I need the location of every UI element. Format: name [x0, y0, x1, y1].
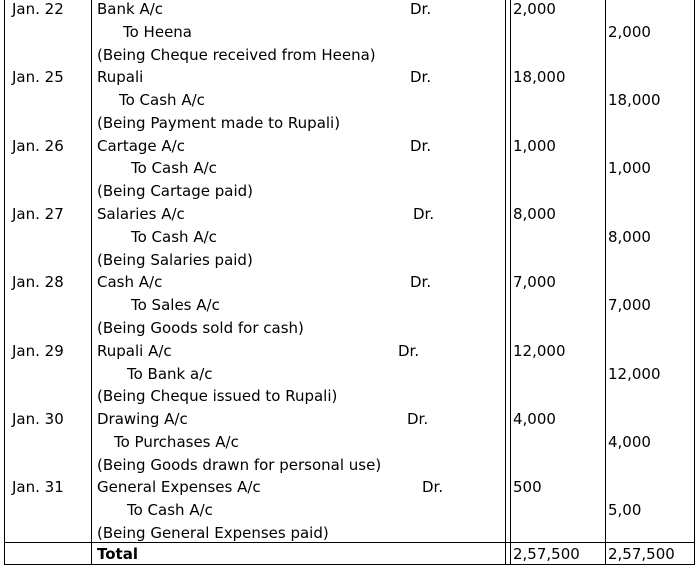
- date-column-divider: [91, 0, 92, 564]
- entry-date: Jan. 30: [12, 410, 64, 428]
- narration: (Being Goods sold for cash): [97, 319, 304, 337]
- credit-account: To Cash A/c: [127, 501, 213, 519]
- entry-date: Jan. 22: [12, 0, 64, 18]
- debit-account: Drawing A/c: [97, 410, 188, 428]
- debit-amount: 7,000: [513, 273, 556, 291]
- narration: (Being Payment made to Rupali): [97, 114, 341, 132]
- lf-column-divider: [510, 0, 511, 564]
- credit-amount: 2,000: [608, 23, 651, 41]
- credit-amount: 4,000: [608, 433, 651, 451]
- entry-date: Jan. 27: [12, 205, 64, 223]
- entry-date: Jan. 31: [12, 478, 64, 496]
- narration: (Being Salaries paid): [97, 251, 253, 269]
- credit-amount: 8,000: [608, 228, 651, 246]
- entry-date: Jan. 26: [12, 137, 64, 155]
- particulars-column-divider: [505, 0, 506, 564]
- debit-amount: 1,000: [513, 137, 556, 155]
- entry-date: Jan. 29: [12, 342, 64, 360]
- credit-amount: 18,000: [608, 91, 661, 109]
- debit-amount: 500: [513, 478, 542, 496]
- total-credit-amount: 2,57,500: [608, 545, 675, 563]
- narration: (Being Cheque received from Heena): [97, 46, 376, 64]
- debit-amount: 18,000: [513, 68, 566, 86]
- debit-account: Cash A/c: [97, 273, 163, 291]
- debit-column-divider: [605, 0, 606, 564]
- credit-account: To Cash A/c: [131, 159, 217, 177]
- debit-account: Salaries A/c: [97, 205, 185, 223]
- debit-amount: 2,000: [513, 0, 556, 18]
- narration: (Being Goods drawn for personal use): [97, 456, 382, 474]
- entry-date: Jan. 28: [12, 273, 64, 291]
- debit-account: Cartage A/c: [97, 137, 185, 155]
- debit-account: Bank A/c: [97, 0, 164, 18]
- dr-label: Dr.: [398, 342, 420, 360]
- debit-account: Rupali A/c: [97, 342, 172, 360]
- credit-amount: 5,00: [608, 501, 642, 519]
- credit-amount: 7,000: [608, 296, 651, 314]
- credit-account: To Purchases A/c: [114, 433, 239, 451]
- entry-date: Jan. 25: [12, 68, 64, 86]
- credit-amount: 1,000: [608, 159, 651, 177]
- dr-label: Dr.: [413, 205, 435, 223]
- credit-amount: 12,000: [608, 365, 661, 383]
- dr-label: Dr.: [410, 68, 432, 86]
- journal-table: [4, 0, 695, 565]
- dr-label: Dr.: [407, 410, 429, 428]
- debit-amount: 4,000: [513, 410, 556, 428]
- total-row-divider: [5, 542, 694, 543]
- credit-account: To Sales A/c: [131, 296, 220, 314]
- dr-label: Dr.: [422, 478, 444, 496]
- debit-account: General Expenses A/c: [97, 478, 261, 496]
- narration: (Being Cartage paid): [97, 182, 254, 200]
- dr-label: Dr.: [410, 0, 432, 18]
- dr-label: Dr.: [410, 273, 432, 291]
- credit-account: To Heena: [123, 23, 192, 41]
- debit-amount: 8,000: [513, 205, 556, 223]
- debit-account: Rupali: [97, 68, 144, 86]
- debit-amount: 12,000: [513, 342, 566, 360]
- total-label: Total: [97, 545, 138, 563]
- narration: (Being Cheque issued to Rupali): [97, 387, 338, 405]
- credit-account: To Cash A/c: [131, 228, 217, 246]
- credit-account: To Bank a/c: [127, 365, 213, 383]
- dr-label: Dr.: [410, 137, 432, 155]
- total-debit-amount: 2,57,500: [513, 545, 580, 563]
- credit-account: To Cash A/c: [119, 91, 205, 109]
- narration: (Being General Expenses paid): [97, 524, 329, 542]
